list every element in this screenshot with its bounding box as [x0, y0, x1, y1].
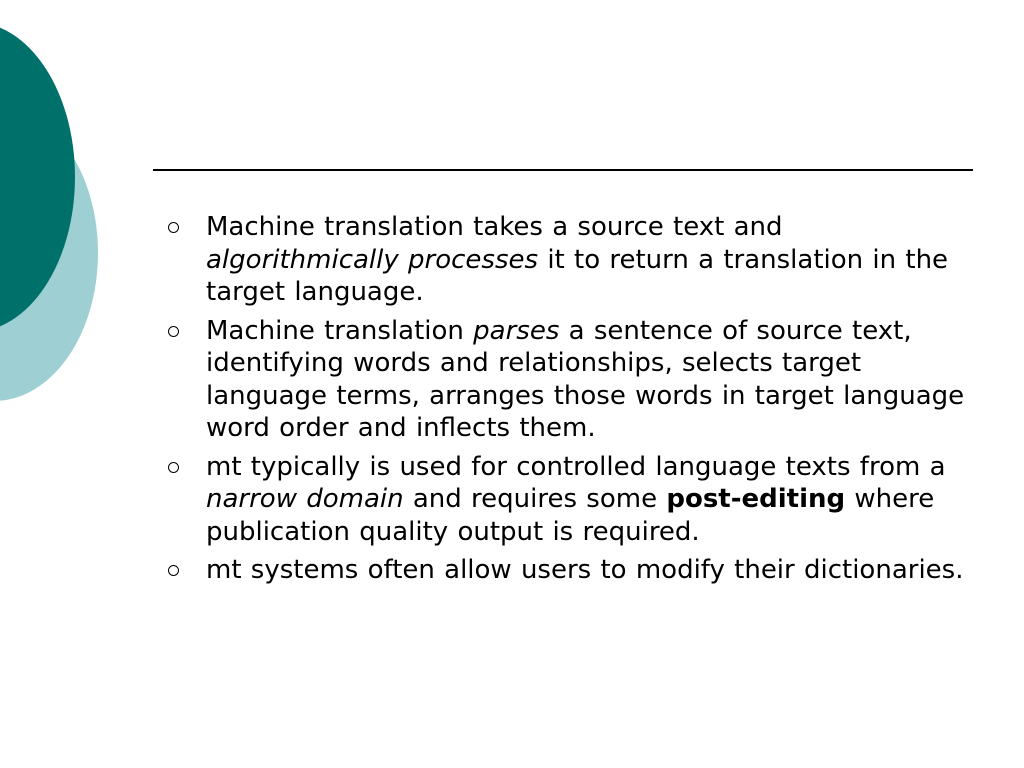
bullet-text-segment: Machine translation — [206, 315, 474, 346]
bullet-text-segment: mt systems often allow users to modify their dictionaries. — [206, 555, 964, 585]
bullet-item — [166, 451, 966, 549]
hollow-circle-bullet-icon — [168, 565, 179, 576]
bullet-item — [166, 554, 966, 587]
bullet-text-segment: where publication quality output is required. — [206, 484, 935, 547]
bullet-text-italic: algorithmically processes — [206, 244, 539, 275]
bullet-text-segment: Machine translation takes a source text and — [206, 212, 783, 242]
bullet-text-segment: and requires some — [403, 484, 667, 514]
bullet-text-italic: parses — [473, 315, 560, 346]
bullet-text-segment: it to return a translation in the target language. — [206, 244, 949, 307]
bullet-item — [166, 315, 966, 445]
hollow-circle-bullet-icon — [168, 326, 179, 337]
bullet-list — [166, 211, 966, 593]
bullet-text-bold: post-editing — [666, 484, 846, 514]
bullet-item — [166, 211, 966, 309]
bullet-text-segment: a sentence of source text, identifying words and relationships, selects target language terms, arranges those words in target language word order and inflects them. — [206, 315, 965, 443]
title-divider-line — [153, 169, 973, 171]
hollow-circle-bullet-icon — [168, 222, 179, 233]
hollow-circle-bullet-icon — [168, 462, 179, 473]
bullet-text-segment: mt typically is used for controlled language texts from a — [206, 451, 946, 482]
bullet-text-italic: narrow domain — [206, 484, 404, 514]
